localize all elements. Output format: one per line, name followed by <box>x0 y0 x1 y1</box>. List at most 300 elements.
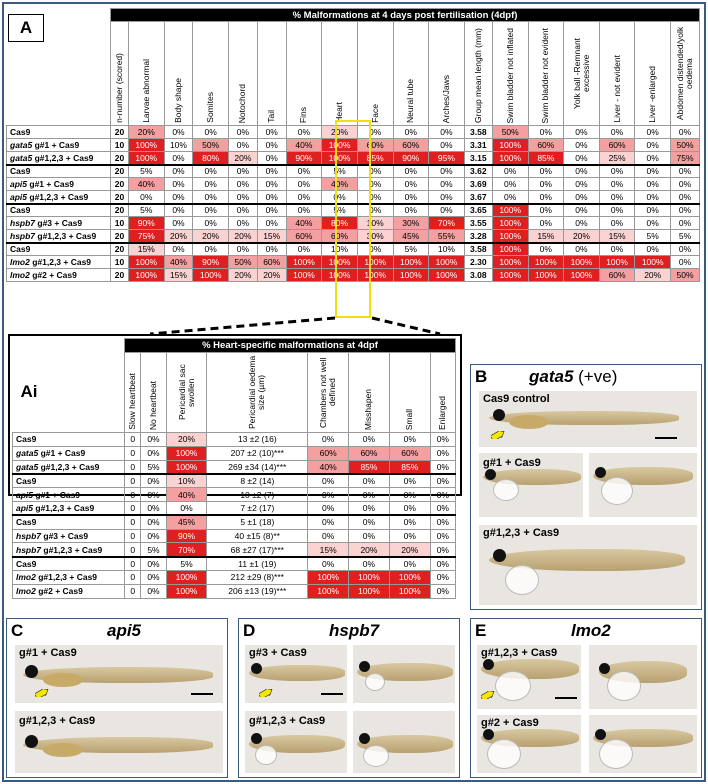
panel-d-title: hspb7 <box>329 621 380 640</box>
scale-bar <box>555 697 577 699</box>
table-cell: 0% <box>393 191 429 204</box>
table-cell: 40 ±15 (8)** <box>207 529 308 543</box>
table-cell: 20% <box>166 433 207 447</box>
column-header: Pericardial sac swollen <box>166 353 207 433</box>
table-cell: 0% <box>635 152 671 165</box>
table-cell: 0% <box>308 488 349 502</box>
table-cell: 5% <box>635 230 671 243</box>
row-label: gata5 g#1 + Cas9 <box>13 446 125 460</box>
table-cell: 0 <box>125 570 141 584</box>
panel-c-title: api5 <box>107 621 142 640</box>
larva-image-lmo2-g123-alt <box>589 645 697 709</box>
table-cell: 0% <box>389 433 430 447</box>
table-row <box>13 460 456 474</box>
table-cell: 0% <box>671 126 700 139</box>
table-cell: 50% <box>229 256 258 269</box>
table-cell: 0% <box>564 204 600 217</box>
table-cell: 0% <box>635 165 671 178</box>
table-cell: 80% <box>193 152 229 165</box>
table-cell: 15% <box>599 230 635 243</box>
table-cell: 0% <box>564 165 600 178</box>
table-cell: 0% <box>141 446 166 460</box>
table-cell: 0% <box>564 152 600 165</box>
table-cell: 3.67 <box>464 191 492 204</box>
row-label: Cas9 <box>7 243 111 256</box>
table-cell: 0% <box>671 165 700 178</box>
table-cell: 0% <box>141 529 166 543</box>
table-cell: 5% <box>671 230 700 243</box>
table-cell: 0% <box>141 501 166 515</box>
table-cell: 0% <box>430 515 455 529</box>
table-cell: 20% <box>193 230 229 243</box>
column-header: Chambers not well defined <box>308 353 349 433</box>
table-cell: 5% <box>141 543 166 557</box>
table-cell: 0% <box>286 178 322 191</box>
table-cell: 0% <box>141 515 166 529</box>
larva-image-g1-alt <box>589 453 697 517</box>
table-cell: 100% <box>599 256 635 269</box>
column-header: Yolk ball -Remnant excessive <box>564 22 600 126</box>
column-header: Liver - not evident <box>599 22 635 126</box>
table-cell: 45% <box>393 230 429 243</box>
row-label: lmo2 g#2 + Cas9 <box>13 584 125 598</box>
table-cell: 0% <box>164 152 193 165</box>
table-cell: 20 <box>111 243 129 256</box>
column-header: Enlarged <box>430 353 455 433</box>
table-cell: 90% <box>286 152 322 165</box>
table-cell: 0% <box>492 191 528 204</box>
label-hspb7-g123: g#1,2,3 + Cas9 <box>249 715 326 727</box>
table-row <box>13 446 456 460</box>
table-cell: 20% <box>229 152 258 165</box>
table-cell: 10 ±2 (7) <box>207 488 308 502</box>
table-cell: 0% <box>229 178 258 191</box>
table-cell: 100% <box>349 584 390 598</box>
table-cell: 100% <box>322 139 358 152</box>
table-cell: 0% <box>564 139 600 152</box>
table-cell: 0% <box>308 474 349 488</box>
table-cell: 85% <box>357 152 393 165</box>
label-g123: g#1,2,3 + Cas9 <box>483 527 560 539</box>
table-cell: 0% <box>389 557 430 571</box>
table-cell: 0% <box>635 204 671 217</box>
table-cell: 0% <box>164 191 193 204</box>
table-cell: 3.15 <box>464 152 492 165</box>
table-cell: 0% <box>193 126 229 139</box>
table-cell: 13 ±2 (16) <box>207 433 308 447</box>
table-cell: 3.55 <box>464 217 492 230</box>
table-cell: 0% <box>257 217 286 230</box>
table-cell: 0% <box>528 126 564 139</box>
table-cell: 0% <box>229 191 258 204</box>
column-header: Misshapen <box>349 353 390 433</box>
table-cell: 0% <box>393 178 429 191</box>
table-cell: 60% <box>599 269 635 282</box>
table-cell: 0% <box>393 165 429 178</box>
table-cell: 90% <box>128 217 164 230</box>
panel-letter-b: B <box>475 367 488 386</box>
table-cell: 0% <box>430 460 455 474</box>
table-cell: 0% <box>141 557 166 571</box>
table-cell: 20% <box>564 230 600 243</box>
table-cell: 0% <box>229 165 258 178</box>
table-cell: 10% <box>322 243 358 256</box>
table-cell: 0% <box>564 178 600 191</box>
table-cell: 0% <box>528 165 564 178</box>
label-hspb7-g3: g#3 + Cas9 <box>249 647 307 659</box>
table-cell: 20% <box>322 126 358 139</box>
table-cell: 0% <box>528 191 564 204</box>
table-cell: 0% <box>349 529 390 543</box>
table-cell: 45% <box>166 515 207 529</box>
label-lmo2-g123: g#1,2,3 + Cas9 <box>481 647 558 659</box>
table-cell: 60% <box>308 446 349 460</box>
heart-malformation-table <box>12 338 456 599</box>
row-label: Cas9 <box>7 165 111 178</box>
table-cell: 0% <box>257 178 286 191</box>
table-cell: 0% <box>393 204 429 217</box>
table-cell: 0% <box>564 191 600 204</box>
table-cell: 3.28 <box>464 230 492 243</box>
table-cell: 0% <box>257 139 286 152</box>
table-cell: 50% <box>671 139 700 152</box>
table-cell: 60% <box>357 139 393 152</box>
table-cell: 0% <box>229 126 258 139</box>
table-cell: 100% <box>635 256 671 269</box>
table-cell: 0% <box>429 139 465 152</box>
table-row <box>13 488 456 502</box>
table-cell: 20% <box>349 543 390 557</box>
column-header: Fins <box>286 22 322 126</box>
table-cell: 100% <box>393 256 429 269</box>
table-cell: 0 <box>125 433 141 447</box>
table-cell: 20% <box>229 230 258 243</box>
table-cell: 10 <box>111 217 129 230</box>
column-header: Swim bladder not inflated <box>492 22 528 126</box>
table-cell: 0% <box>564 126 600 139</box>
table-cell: 0% <box>429 204 465 217</box>
table-cell: 100% <box>166 570 207 584</box>
table-cell: 0% <box>229 243 258 256</box>
table-cell: 0% <box>429 126 465 139</box>
table-cell: 206 ±13 (19)*** <box>207 584 308 598</box>
table-cell: 95% <box>429 152 465 165</box>
table-cell: 0% <box>492 178 528 191</box>
table-cell: 100% <box>389 584 430 598</box>
table-cell: 100% <box>492 217 528 230</box>
table-cell: 100% <box>349 570 390 584</box>
table-cell: 60% <box>393 139 429 152</box>
table-cell: 0% <box>164 126 193 139</box>
label-cas9-control: Cas9 control <box>483 393 550 405</box>
row-label: Cas9 <box>13 433 125 447</box>
table-cell: 100% <box>128 139 164 152</box>
table-cell: 10 <box>111 139 129 152</box>
table-cell: 0% <box>257 152 286 165</box>
table-cell: 15% <box>308 543 349 557</box>
table-cell: 0% <box>164 204 193 217</box>
table-cell: 0% <box>286 165 322 178</box>
label-api5-g123: g#1,2,3 + Cas9 <box>19 715 96 727</box>
table-cell: 0% <box>430 474 455 488</box>
table-cell: 0% <box>599 243 635 256</box>
table-cell: 0% <box>429 191 465 204</box>
table-cell: 0% <box>671 191 700 204</box>
table-cell: 5% <box>141 460 166 474</box>
table-title: % Malformations at 4 days post fertilisation (4dpf) <box>111 9 700 22</box>
table-cell: 60% <box>257 256 286 269</box>
panel-letter-ai: Ai <box>20 382 38 402</box>
table-cell: 100% <box>528 269 564 282</box>
larva-image-lmo2-g2-alt <box>589 715 697 773</box>
table-cell: 10% <box>357 217 393 230</box>
scale-bar <box>321 693 343 695</box>
column-header: Larvae abnormal <box>128 22 164 126</box>
table-cell: 90% <box>166 529 207 543</box>
row-label: hspb7 g#1,2,3 + Cas9 <box>13 543 125 557</box>
table-cell: 0% <box>430 570 455 584</box>
table-cell: 0% <box>430 501 455 515</box>
table-cell: 3.58 <box>464 243 492 256</box>
row-label: Cas9 <box>7 126 111 139</box>
column-header: Somites <box>193 22 229 126</box>
column-header: Neural tube <box>393 22 429 126</box>
table-cell: 5% <box>322 204 358 217</box>
row-label: Cas9 <box>13 515 125 529</box>
column-header: Arches/Jaws <box>429 22 465 126</box>
arrow-icon <box>259 689 273 697</box>
table-cell: 0% <box>308 501 349 515</box>
table-cell: 0% <box>193 178 229 191</box>
table-cell: 100% <box>308 570 349 584</box>
table-cell: 60% <box>286 230 322 243</box>
table-cell: 20% <box>164 230 193 243</box>
table-cell: 0% <box>349 501 390 515</box>
table-cell: 100% <box>492 230 528 243</box>
table-cell: 90% <box>393 152 429 165</box>
table-cell: 100% <box>492 256 528 269</box>
table-cell: 85% <box>528 152 564 165</box>
table-cell: 0% <box>671 256 700 269</box>
column-header: Notochord <box>229 22 258 126</box>
table-cell: 0% <box>128 191 164 204</box>
table-cell: 5% <box>322 165 358 178</box>
table-cell: 85% <box>389 460 430 474</box>
column-header: Group mean length (mm) <box>464 22 492 126</box>
table-cell: 0% <box>430 584 455 598</box>
table-cell: 20 <box>111 178 129 191</box>
table-cell: 0 <box>125 446 141 460</box>
row-label: api5 g#1,2,3 + Cas9 <box>7 191 111 204</box>
table-cell: 0% <box>193 243 229 256</box>
table-cell: 0 <box>125 515 141 529</box>
table-cell: 0% <box>349 557 390 571</box>
panel-e <box>470 618 702 778</box>
table-cell: 50% <box>193 139 229 152</box>
table-cell: 0% <box>141 570 166 584</box>
table-cell: 269 ±34 (14)*** <box>207 460 308 474</box>
table-cell: 100% <box>357 256 393 269</box>
table-cell: 0% <box>389 501 430 515</box>
table-cell: 0% <box>671 178 700 191</box>
table-cell: 0% <box>635 139 671 152</box>
table-cell: 0 <box>125 543 141 557</box>
table-cell: 0% <box>671 243 700 256</box>
row-label: gata5 g#1 + Cas9 <box>7 139 111 152</box>
table-cell: 0% <box>349 433 390 447</box>
table-cell: 20% <box>128 126 164 139</box>
table-cell: 207 ±2 (10)*** <box>207 446 308 460</box>
row-label: Cas9 <box>13 474 125 488</box>
table-cell: 20% <box>257 269 286 282</box>
table-cell: 20 <box>111 165 129 178</box>
table-cell: 10% <box>164 139 193 152</box>
table-cell: 0% <box>286 243 322 256</box>
table-cell: 0 <box>125 529 141 543</box>
table-cell: 3.08 <box>464 269 492 282</box>
table-cell: 5 ±1 (18) <box>207 515 308 529</box>
table-row <box>13 474 456 488</box>
table-cell: 0% <box>141 488 166 502</box>
table-cell: 0% <box>286 191 322 204</box>
table-cell: 11 ±1 (19) <box>207 557 308 571</box>
row-label: api5 g#1 + Cas9 <box>13 488 125 502</box>
table-cell: 100% <box>166 446 207 460</box>
table-cell: 0% <box>430 529 455 543</box>
panel-letter-e: E <box>475 621 487 640</box>
row-label: lmo2 g#1,2,3 + Cas9 <box>7 256 111 269</box>
table-cell: 0% <box>635 191 671 204</box>
table-cell: 30% <box>393 217 429 230</box>
table-cell: 20 <box>111 204 129 217</box>
table-cell: 15% <box>257 230 286 243</box>
table-cell: 3.58 <box>464 126 492 139</box>
table-cell: 0% <box>141 433 166 447</box>
table-cell: 60% <box>349 446 390 460</box>
table-cell: 0% <box>430 488 455 502</box>
column-header: Abdomen distended/yolk oedema <box>671 22 700 126</box>
table-cell: 7 ±2 (17) <box>207 501 308 515</box>
table-cell: 0 <box>125 460 141 474</box>
table-cell: 0% <box>430 433 455 447</box>
table-cell: 30% <box>357 230 393 243</box>
table-cell: 60% <box>599 139 635 152</box>
table-cell: 100% <box>492 139 528 152</box>
table-cell: 0% <box>429 178 465 191</box>
table-cell: 100% <box>357 269 393 282</box>
table-cell: 0% <box>349 515 390 529</box>
heart-table-title: % Heart-specific malformations at 4dpf <box>125 339 456 353</box>
table-cell: 100% <box>492 269 528 282</box>
table-cell: 0 <box>125 501 141 515</box>
panel-c <box>6 618 228 778</box>
row-label: gata5 g#1,2,3 + Cas9 <box>7 152 111 165</box>
table-cell: 100% <box>286 269 322 282</box>
table-cell: 0% <box>193 191 229 204</box>
column-header: Liver -enlarged <box>635 22 671 126</box>
row-label: Cas9 <box>13 557 125 571</box>
table-cell: 0% <box>257 204 286 217</box>
table-cell: 0% <box>193 204 229 217</box>
table-cell: 0% <box>286 204 322 217</box>
table-cell: 75% <box>671 152 700 165</box>
table-cell: 0% <box>229 139 258 152</box>
table-cell: 0% <box>357 165 393 178</box>
table-cell: 25% <box>599 152 635 165</box>
table-cell: 0% <box>430 557 455 571</box>
table-cell: 100% <box>492 152 528 165</box>
table-cell: 100% <box>128 152 164 165</box>
table-cell: 100% <box>308 584 349 598</box>
table-cell: 0% <box>528 243 564 256</box>
column-header: Tail <box>257 22 286 126</box>
table-cell: 100% <box>128 269 164 282</box>
table-cell: 0% <box>164 217 193 230</box>
table-cell: 15% <box>164 269 193 282</box>
table-cell: 5% <box>128 165 164 178</box>
table-cell: 50% <box>671 269 700 282</box>
table-cell: 0% <box>357 126 393 139</box>
table-cell: 100% <box>166 584 207 598</box>
table-cell: 8 ±2 (14) <box>207 474 308 488</box>
table-cell: 20% <box>635 269 671 282</box>
table-cell: 5% <box>393 243 429 256</box>
table-cell: 20 <box>111 126 129 139</box>
table-cell: 0% <box>393 126 429 139</box>
table-cell: 0% <box>429 165 465 178</box>
larva-image-hspb7-g123-alt <box>353 711 455 773</box>
table-cell: 15% <box>528 230 564 243</box>
table-cell: 0% <box>229 204 258 217</box>
table-cell: 60% <box>528 139 564 152</box>
table-cell: 0% <box>635 243 671 256</box>
table-cell: 70% <box>429 217 465 230</box>
table-row <box>13 557 456 571</box>
table-cell: 0% <box>430 446 455 460</box>
table-cell: 100% <box>564 269 600 282</box>
table-row <box>13 584 456 598</box>
table-cell: 20% <box>229 269 258 282</box>
table-cell: 100% <box>286 256 322 269</box>
table-cell: 90% <box>193 256 229 269</box>
panel-e-title: lmo2 <box>571 621 611 640</box>
table-cell: 100% <box>564 256 600 269</box>
table-cell: 0% <box>164 243 193 256</box>
table-cell: 0% <box>528 204 564 217</box>
table-cell: 0% <box>286 126 322 139</box>
label-api5-g1: g#1 + Cas9 <box>19 647 77 659</box>
row-label: hspb7 g#3 + Cas9 <box>7 217 111 230</box>
label-g1: g#1 + Cas9 <box>483 457 541 469</box>
scale-bar <box>655 437 677 439</box>
table-cell: 0% <box>635 178 671 191</box>
table-cell: 10 <box>111 256 129 269</box>
table-cell: 3.62 <box>464 165 492 178</box>
table-cell: 0% <box>599 217 635 230</box>
table-cell: 100% <box>492 243 528 256</box>
table-cell: 100% <box>393 269 429 282</box>
table-cell: 40% <box>286 139 322 152</box>
table-cell: 40% <box>164 256 193 269</box>
column-header: Body shape <box>164 22 193 126</box>
arrow-icon <box>491 431 505 439</box>
table-cell: 0% <box>141 474 166 488</box>
table-cell: 55% <box>429 230 465 243</box>
table-cell: 20 <box>111 152 129 165</box>
table-cell: 100% <box>193 269 229 282</box>
table-cell: 0% <box>357 178 393 191</box>
row-label: lmo2 g#1,2,3 + Cas9 <box>13 570 125 584</box>
